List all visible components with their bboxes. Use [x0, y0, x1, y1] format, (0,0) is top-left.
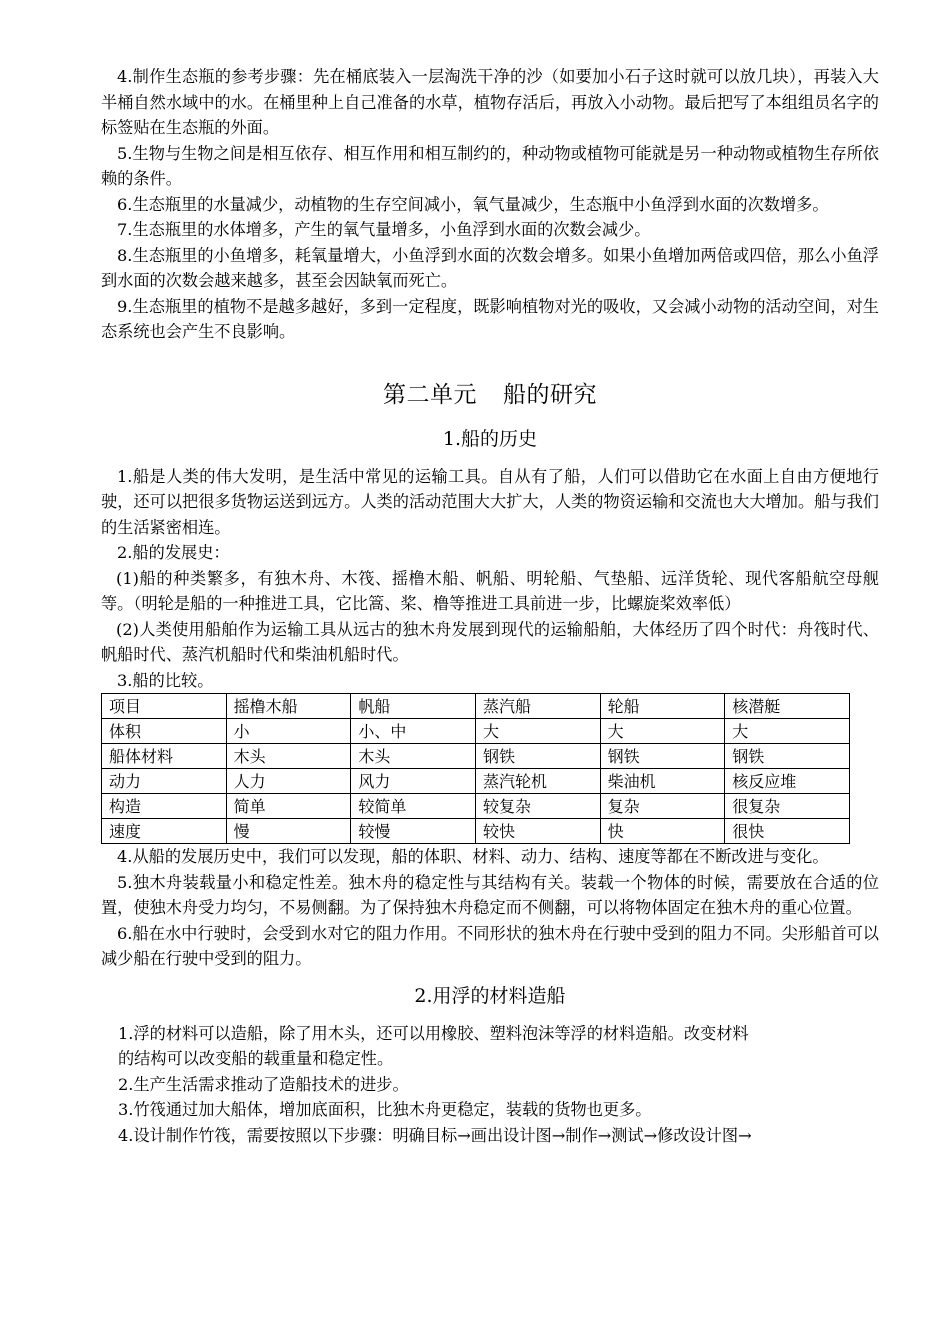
- table-cell: 钢铁: [725, 744, 850, 769]
- table-cell: 复杂: [600, 794, 725, 819]
- table-row: [102, 769, 850, 794]
- table-cell: 构造: [102, 794, 227, 819]
- table-cell: 速度: [102, 819, 227, 844]
- paragraph: 5.生物与生物之间是相互依存、相互作用和相互制约的，种动物或植物可能就是另一种动物或植物生存所依赖的条件。: [101, 143, 879, 188]
- table-cell: 体积: [102, 719, 227, 744]
- paragraph: 3.船的比较。: [117, 670, 214, 690]
- paragraph: 4.从船的发展历史中，我们可以发现，船的体职、材料、动力、结构、速度等都在不断改进与变化。: [117, 847, 829, 866]
- table-cell: 蒸汽轮机: [475, 769, 600, 794]
- list-item: 1.浮的材料可以造船，除了用木头，还可以用橡胶、塑料泡沫等浮的材料造船。改变材料: [118, 1023, 749, 1043]
- section-title: 2.用浮的材料造船: [414, 984, 566, 1007]
- unit-title: [101, 380, 879, 410]
- table-cell: 简单: [226, 794, 351, 819]
- numbered-list: [101, 1021, 879, 1149]
- table-cell: 风力: [351, 769, 476, 794]
- paragraph: 6.生态瓶里的水量减少，动植物的生存空间减小，氧气量减少，生态瓶中小鱼浮到水面的次数增多。: [117, 194, 829, 214]
- paragraph: 8.生态瓶里的小鱼增多，耗氧量增大，小鱼浮到水面的次数会增多。如果小鱼增加两倍或四倍，那么小鱼浮到水面的次数会越来越多，甚至会因缺氧而死亡。: [101, 245, 879, 290]
- table-cell: 核反应堆: [725, 769, 850, 794]
- table-row: [102, 794, 850, 819]
- table-cell: 较简单: [351, 794, 476, 819]
- paragraph: 1.船是人类的伟大发明，是生活中常见的运输工具。自从有了船，人们可以借助它在水面上自由方便地行驶，还可以把很多货物运送到远方。人类的活动范围大大扩大，人类的物资运输和交流也大大增加。船与我们的生活紧密相连。: [101, 466, 879, 537]
- table-cell: 大: [475, 719, 600, 744]
- table-row: [102, 719, 850, 744]
- table-row: [102, 744, 850, 769]
- ship-comparison-table: [101, 693, 850, 844]
- table-cell: 船体材料: [102, 744, 227, 769]
- table-cell: 钢铁: [600, 744, 725, 769]
- section-title: 1.船的历史: [442, 427, 538, 450]
- table-cell: 大: [725, 719, 850, 744]
- list-item: 4.设计制作竹筏，需要按照以下步骤：明确目标→画出设计图→制作→测试→修改设计图→: [118, 1125, 752, 1145]
- table-cell: 较复杂: [475, 794, 600, 819]
- table-cell: 柴油机: [600, 769, 725, 794]
- paragraph: 9.生态瓶里的植物不是越多越好，多到一定程度，既影响植物对光的吸收，又会减小动物的活动空间，对生态系统也会产生不良影响。: [101, 296, 879, 341]
- list-item: 3.竹筏通过加大船体，增加底面积，比独木舟更稳定，装载的货物也更多。: [118, 1100, 652, 1119]
- table-cell: 很复杂: [725, 794, 850, 819]
- table-cell: 小、中: [351, 719, 476, 744]
- table-header-cell: 核潜艇: [725, 694, 850, 719]
- paragraph: 2.船的发展史：: [117, 543, 230, 562]
- table-cell: 人力: [226, 769, 351, 794]
- table-cell: 钢铁: [475, 744, 600, 769]
- list-item-continuation: 的结构可以改变船的载重量和稳定性。: [118, 1049, 394, 1068]
- table-cell: 动力: [102, 769, 227, 794]
- paragraph: 5.独木舟装载量小和稳定性差。独木舟的稳定性与其结构有关。装载一个物体的时候，需要放在合适的位置，使独木舟受力均匀，不易侧翻。为了保持独木舟稳定而不侧翻，可以将物体固定在独木舟的重心位置。: [101, 872, 879, 917]
- table-cell: 大: [600, 719, 725, 744]
- paragraph: 7.生态瓶里的水体增多，产生的氧气量增多，小鱼浮到水面的次数会减少。: [117, 220, 651, 239]
- table-header-row: [102, 694, 850, 719]
- table-cell: 慢: [226, 819, 351, 844]
- unit-title-number: 第二单元: [383, 381, 477, 408]
- table-header-cell: 摇橹木船: [226, 694, 351, 719]
- unit-title-name: 船的研究: [503, 381, 597, 408]
- table-cell: 较慢: [351, 819, 476, 844]
- table-header-cell: 轮船: [600, 694, 725, 719]
- paragraph: (2)人类使用船舶作为运输工具从远古的独木舟发展到现代的运输船舶，大体经历了四个时代：舟筏时代、帆船时代、蒸汽机船时代和柴油机船时代。: [101, 619, 879, 664]
- table-cell: 小: [226, 719, 351, 744]
- table-cell: 很快: [725, 819, 850, 844]
- paragraph: 6.船在水中行驶时，会受到水对它的阻力作用。不同形状的独木舟在行驶中受到的阻力不同。尖形船首可以减少船在行驶中受到的阻力。: [101, 923, 879, 968]
- document-page: [101, 64, 879, 1148]
- table-cell: 较快: [475, 819, 600, 844]
- table-header-cell: 项目: [102, 694, 227, 719]
- table-header-cell: 蒸汽船: [475, 694, 600, 719]
- list-item: 2.生产生活需求推动了造船技术的进步。: [118, 1074, 409, 1094]
- table-header-cell: 帆船: [351, 694, 476, 719]
- paragraph: (1)船的种类繁多，有独木舟、木筏、摇橹木船、帆船、明轮船、气垫船、远洋货轮、现代客船航空母舰等。（明轮是船的一种推进工具，它比篙、桨、橹等推进工具前进一步，比螺旋桨效率低）: [101, 568, 879, 613]
- table-cell: 快: [600, 819, 725, 844]
- paragraph: 4.制作生态瓶的参考步骤：先在桶底装入一层淘洗干净的沙（如要加小石子这时就可以放几块），再装入大半桶自然水域中的水。在桶里种上自己准备的水草，植物存活后，再放入小动物。最后把写了本组组员名字的标签贴在生态瓶的外面。: [101, 67, 879, 137]
- table-cell: 木头: [226, 744, 351, 769]
- table-cell: 木头: [351, 744, 476, 769]
- table-row: [102, 819, 850, 844]
